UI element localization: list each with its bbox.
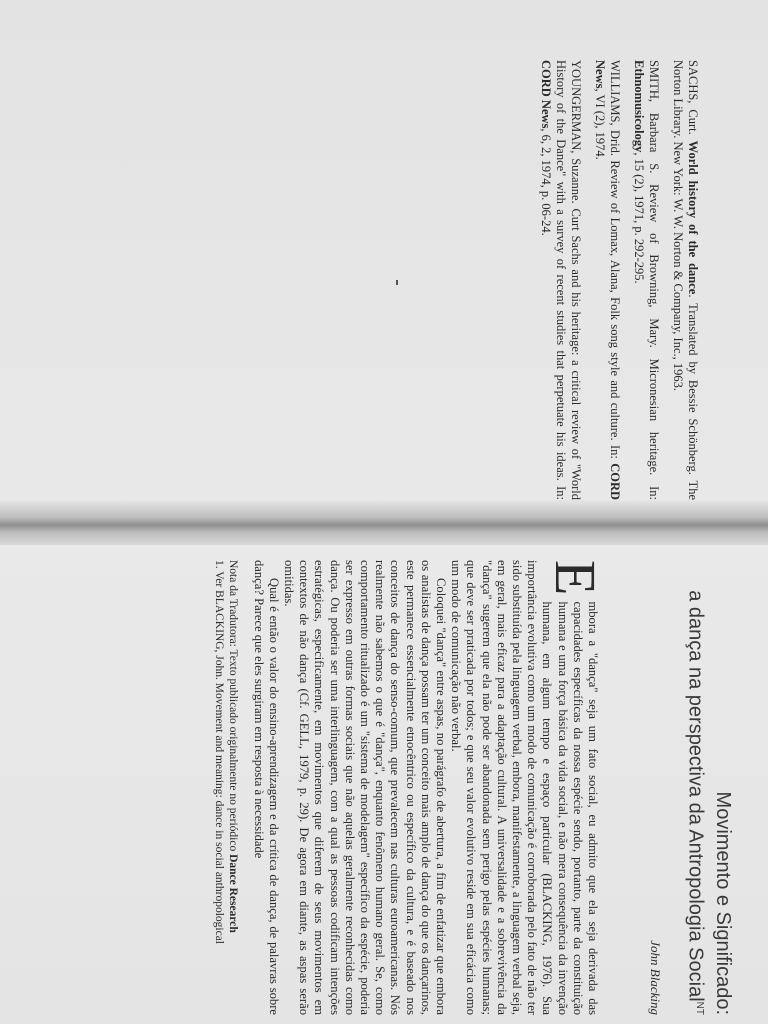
article-body — [0, 560, 608, 1015]
reference-title: Ethnomusicology — [632, 60, 646, 153]
reference-lead: SMITH, Barbara S. Review of Browning, Mary. Micronesian heritage. In: — [647, 60, 661, 500]
translator-note-marker: NT — [694, 1001, 705, 1015]
reference-youngerman — [538, 60, 583, 500]
reference-williams — [592, 60, 622, 500]
translator-note: Nota da Tradutora: Texto publicado originalmente no periódico — [227, 560, 240, 855]
reference-rest: , VI (2), 1974. — [593, 88, 607, 160]
reference-rest: . Translated by Bessie Schönberg. The Norton Library. New York: W. W. Norton & Company, Inc., 1963. — [671, 60, 700, 500]
drop-cap: E — [543, 560, 608, 596]
article-header — [645, 555, 735, 1015]
reference-smith — [631, 60, 661, 500]
article-title-line-2: a dança na perspectiva da Antropologia Social — [684, 590, 707, 1002]
book-gutter — [0, 500, 768, 550]
article-author: John Blacking — [648, 940, 664, 1015]
stray-mark — [396, 280, 398, 285]
reference-title: World history of the dance — [686, 140, 700, 295]
paragraph-1 — [448, 560, 608, 1015]
footnotes — [212, 560, 240, 1015]
reference-lead: SACHS, Curt. — [686, 60, 700, 141]
paragraph-3: Qual é então o valor do ensino-aprendizagem e da crítica de dança, de palavras sobre dança? Parece que eles surgiram em resposta à necessidade — [251, 560, 281, 1015]
translator-note-journal: Dance Research — [227, 854, 240, 933]
article-title — [683, 555, 735, 1015]
reference-lead: YOUNGERMAN, Suzanne. Curt Sachs and his heritage: a critical review of "World History of the Dance" with a survey of recent studies that perpetuate his ideas. In: — [554, 60, 583, 500]
reference-title: CORD News — [539, 60, 553, 129]
article-title-line-1: Movimento e Significado: — [712, 791, 734, 1015]
bibliography — [60, 60, 700, 500]
reference-rest: , 6, 2, 1974, p. 06-24. — [539, 128, 553, 236]
reference-sachs — [670, 60, 700, 500]
reference-lead: WILLIAMS, Drid. Review of Lomax, Alana, Folk song style and culture. In: — [608, 60, 622, 464]
paragraph-2: Coloquei "dança" entre aspas, no parágrafo de abertura, a fim de enfatizar que embora os analistas de dança possam ter um conceito mais amplo de dança do que os dançarinos, este permanece essencialmente etnocêntrico ou específico da cultura, e é baseado nos conceitos de dança do senso-comum, que prevalecem nas culturas euroamericanas. Nós realmente não sabemos o que é "dança", enquanto fenômeno humano geral. Se, como comportamento ritualizado é um "sistema de modelagem" específico da espécie, poderia ser expresso em outras formas sociais que não aquelas geralmente reconhecidas como dança. Ou poderia ser uma interlinguagem, com a qual as pessoas codificam intenções estratégicas, especificamente, em movimentos que diferem de seus movimentos em contextos de não dança (Cf. GELL, 1979, p. 29). De agora em diante, as aspas serão omitidas. — [281, 560, 448, 1015]
footnote-1: 1. Ver BLACKING, John. Movement and meaning: dance in social anthropological — [213, 560, 226, 944]
reference-title: CORD News — [593, 60, 622, 500]
reference-rest: , 15 (2), 1971, p. 292-295. — [632, 152, 646, 284]
paragraph-1-text: mbora a "dança" seja um fato social, eu admito que ela seja derivada das capacidades específicas da nossa espécie sendo, portanto, parte da constituição humana e uma força básica da vida social, e não mera consequência da invenção humana, em algum tempo e espaço particular (BLACKING, 1976). Sua importância evolutiva como um modo de comunicação é corroborada pelo fato de não ter sido substituída pela linguagem verbal, embora, manifestamente, a linguagem verbal seja, em geral, mais eficaz para a adaptação cultural. A universalidade e a sobrevivência da "dança" sugerem que ela não pode ser abandonada sem perigo pelas espécies humanas; que deve ser praticada por todos; e que seu valor evolutivo reside em sua eficácia como um modo de comunicação não verbal. — [449, 560, 600, 1015]
